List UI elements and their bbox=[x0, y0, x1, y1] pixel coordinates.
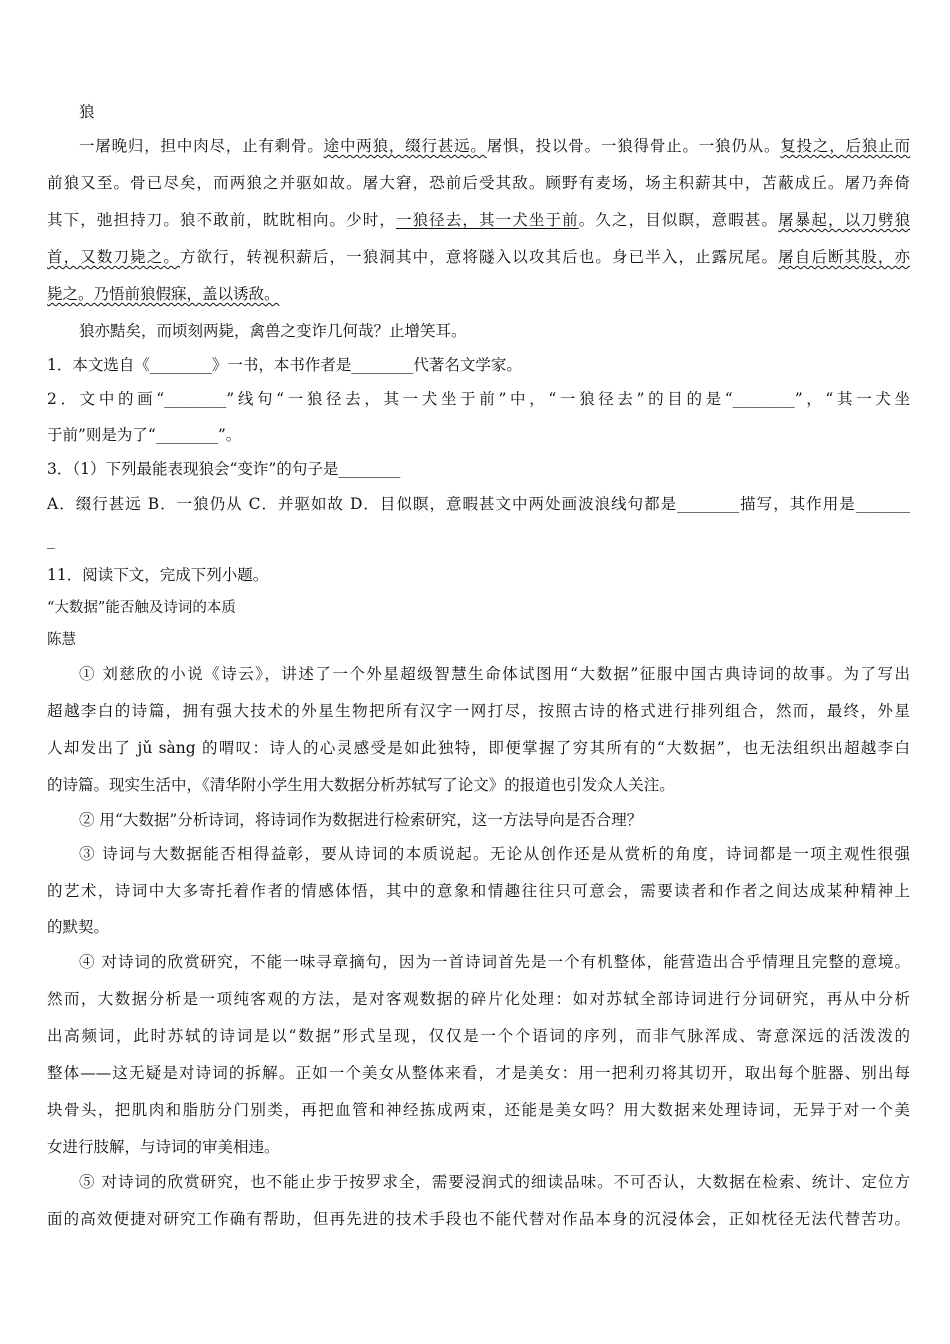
text-segment: 屠惧，投以骨。一狼得骨止。一狼仍从。 bbox=[486, 137, 781, 155]
wolf-p2: 狼亦黠矣，而顷刻两毙，禽兽之变诈几何哉？止增笑耳。 bbox=[79, 322, 467, 340]
para3-line1: ③ 诗词与大数据能否相得益彰，要从诗词的本质说起。无论从创作还是从赏析的角度，诗词都是一项主观性很强 bbox=[79, 845, 910, 863]
text-segment: 其下，弛担持刀。狼不敢前，眈眈相向。少时， bbox=[47, 211, 396, 229]
wolf-p1-line1 bbox=[79, 136, 910, 156]
question-3: 3．（1）下列最能表现狼会“变诈”的句子是________ bbox=[47, 460, 401, 478]
wavy-underlined-text: 途中两狼，缀行甚远。 bbox=[323, 137, 487, 155]
wolf-p1-line3 bbox=[47, 210, 910, 230]
question-3-tail: _ bbox=[47, 531, 55, 549]
para5-line2: 面的高效便捷对研究工作确有帮助，但再先进的技术手段也不能代替对作品本身的沉浸体会，正如枕径无法代替苦功。 bbox=[47, 1210, 910, 1228]
text-segment: 。久之，目似瞑，意暇甚。 bbox=[578, 211, 779, 229]
text-segment: 一屠晚归，担中肉尽，止有剩骨。 bbox=[79, 137, 324, 155]
para5-line1: ⑤ 对诗词的欣赏研究，也不能止步于按罗求全，需要浸润式的细读品味。不可否认，大数据在检索、统计、定位方 bbox=[79, 1173, 910, 1191]
wavy-underlined-text: 复投之，后狼止而 bbox=[780, 137, 910, 155]
question-1: 1．本文选自《________》一书，本书作者是________代著名文学家。 bbox=[47, 356, 522, 374]
para4-line1: ④ 对诗词的欣赏研究，不能一味寻章摘句，因为一首诗词首先是一个有机整体，能营造出合乎情理且完整的意境。 bbox=[79, 953, 910, 971]
wolf-p1-line4 bbox=[47, 247, 910, 267]
underlined-sentence: 一狼径去，其一犬坐于前 bbox=[395, 211, 579, 229]
text-segment: 方欲行，转视积薪后，一狼洞其中，意将隧入以攻其后也。身已半入，止露尻尾。 bbox=[179, 248, 779, 266]
question-2-line2: 于前”则是为了“________”。 bbox=[47, 426, 242, 444]
question-2-line1: 2．文中的画“________”线句“一狼径去，其一犬坐于前”中，“一狼径去”的目的是“________”，“其一犬坐 bbox=[47, 390, 910, 408]
para1-line3: 人却发出了 jǔ sàng 的喟叹：诗人的心灵感受是如此独特，即便掌握了穷其所有的“大数据”，也无法组织出超越李白 bbox=[47, 739, 910, 757]
para3-line2: 的艺术，诗词中大多寄托着作者的情感体悟，其中的意象和情趣往往只可意会，需要读者和作者之间达成某种精神上 bbox=[47, 882, 910, 900]
wolf-title: 狼 bbox=[79, 103, 95, 121]
wolf-p1-line5 bbox=[47, 284, 280, 304]
wavy-underlined-text: 屠自后断其股，亦 bbox=[778, 248, 910, 266]
question-3-options: A．缀行甚远 B．一狼仍从 C．并驱如故 D．目似瞑，意暇甚文中两处画波浪线句都是________描写，其作用是_______ bbox=[47, 495, 910, 513]
wolf-p1-line2: 前狼又至。骨已尽矣，而两狼之并驱如故。屠大窘，恐前后受其敌。顾野有麦场，场主积薪其中，苫蔽成丘。屠乃奔倚 bbox=[47, 174, 910, 192]
para4-line6: 女进行肢解，与诗词的审美相违。 bbox=[47, 1138, 280, 1156]
article-title: “大数据”能否触及诗词的本质 bbox=[47, 600, 236, 616]
para1-line2: 超越李白的诗篇，拥有强大技术的外星生物把所有汉字一网打尽，按照古诗的格式进行排列组合，然而，最终，外星 bbox=[47, 702, 910, 720]
para4-line4: 整体——这无疑是对诗词的拆解。正如一个美女从整体来看，才是美女：用一把利刃将其切开，取出每个脏器、别出每 bbox=[47, 1064, 910, 1082]
para1-line4: 的诗篇。现实生活中，《清华附小学生用大数据分析苏轼写了论文》的报道也引发众人关注。 bbox=[47, 776, 675, 794]
article-author: 陈慧 bbox=[47, 632, 76, 648]
wavy-underlined-text: 毙之。乃悟前狼假寐，盖以诱敌。 bbox=[47, 285, 280, 303]
para4-line5: 块骨头，把肌肉和脂肪分门别类，再把血管和神经拣成两束，还能是美女吗？用大数据来处理诗词，无异于对一个美 bbox=[47, 1101, 910, 1119]
wavy-underlined-text: 屠暴起，以刀劈狼 bbox=[778, 211, 910, 229]
wavy-underlined-text: 首，又数刀毙之。 bbox=[47, 248, 180, 266]
para3-line3: 的默契。 bbox=[47, 918, 110, 936]
para1-line1: ① 刘慈欣的小说《诗云》，讲述了一个外星超级智慧生命体试图用“大数据”征服中国古典诗词的故事。为了写出 bbox=[79, 665, 910, 683]
para4-line2: 然而，大数据分析是一项纯客观的方法，是对客观数据的碎片化处理：如对苏轼全部诗词进行分词研究，再从中分析 bbox=[47, 990, 910, 1008]
para4-line3: 出高频词，此时苏轼的诗词是以“数据”形式呈现，仅仅是一个个语词的序列，而非气脉浑成、寄意深远的活泼泼的 bbox=[47, 1027, 910, 1045]
para2: ② 用“大数据”分析诗词，将诗词作为数据进行检索研究，这一方法导向是否合理？ bbox=[79, 811, 643, 829]
section-11-intro: 11．阅读下文，完成下列小题。 bbox=[47, 566, 269, 584]
